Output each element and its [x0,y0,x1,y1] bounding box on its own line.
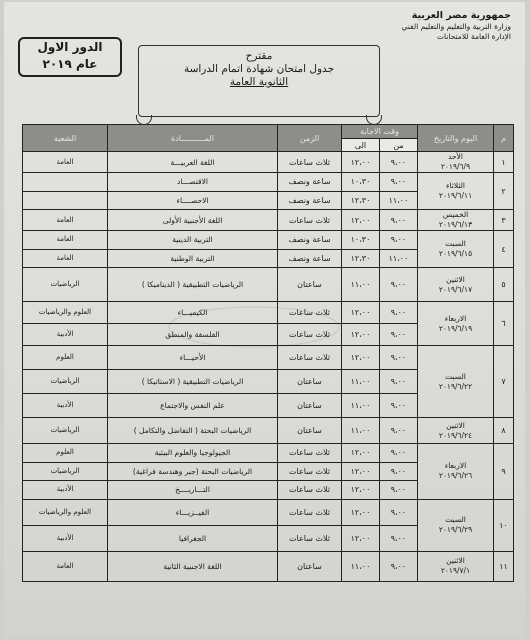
time-to: ١٢،٠٠ [342,152,380,173]
exam-branch: العامة [23,152,108,173]
exam-subject: الفيــزيـــاء [108,499,278,525]
exam-subject: الرياضيات التطبيقية ( الاستاتيكا ) [108,370,278,394]
row-index: ٦ [494,302,514,346]
time-to: ١٢،٣٠ [342,191,380,210]
exam-subject: الأحيـــاء [108,346,278,370]
exam-duration: ثلاث ساعات [278,302,342,324]
col-header-subject: المــــــــــادة [108,125,278,152]
time-from: ٩،٠٠ [380,462,418,481]
exam-subject: اللغة الأجنبية الأولى [108,210,278,231]
time-from: ٩،٠٠ [380,481,418,500]
exam-schedule-table [22,124,514,582]
row-index: ١ [494,152,514,173]
title-scroll [138,45,380,117]
exam-duration: ثلاث ساعات [278,481,342,500]
exam-duration: ثلاث ساعات [278,499,342,525]
schedule-body [23,152,514,582]
exam-branch: العامة [23,249,108,268]
time-from: ٩،٠٠ [380,302,418,324]
exam-branch: الرياضيات [23,462,108,481]
time-to: ١٢،٠٠ [342,302,380,324]
time-to: ١٢،٣٠ [342,249,380,268]
exam-branch: العامة [23,210,108,231]
exam-duration: ثلاث ساعات [278,346,342,370]
row-day-date [418,346,494,418]
exam-duration: ثلاث ساعات [278,210,342,231]
exam-duration: ثلاث ساعات [278,152,342,173]
col-header-time: وقت الاجابة [342,125,418,139]
exam-branch: الأدبية [23,525,108,551]
row-index: ١١ [494,551,514,581]
exam-duration: ساعة ونصف [278,173,342,192]
table-row [23,444,514,463]
exam-subject: الجيولوجيا والعلوم البيئية [108,444,278,463]
row-day-date [418,444,494,500]
row-index: ٢ [494,173,514,210]
exam-subject: اللغة الاجنبية الثانية [108,551,278,581]
exam-date: ٢٠١٩/٦/١١ [438,191,473,200]
exam-branch [23,173,108,192]
time-from: ٩،٠٠ [380,551,418,581]
time-to: ١٢،٠٠ [342,462,380,481]
exam-duration: ساعة ونصف [278,249,342,268]
exam-branch: العلوم [23,444,108,463]
time-to: ١١،٠٠ [342,370,380,394]
ministry-header [361,10,511,42]
exam-duration: ساعتان [278,268,342,302]
time-from: ٩،٠٠ [380,499,418,525]
exam-subject: اللغة العربيـــة [108,152,278,173]
time-to: ١٠،٣٠ [342,173,380,192]
exam-branch: العامة [23,231,108,250]
col-header-duration: الزمن [278,125,342,152]
time-to: ١٠،٣٠ [342,231,380,250]
day-name: الاربعاء [444,313,467,323]
table-row [23,302,514,324]
time-from: ٩،٠٠ [380,173,418,192]
table-row [23,152,514,173]
day-name: السبت [445,515,466,524]
exam-branch: العلوم والرياضيات [23,302,108,324]
time-from: ٩،٠٠ [380,268,418,302]
row-day-date [418,210,494,231]
time-to: ١١،٠٠ [342,418,380,444]
col-header-index: م [494,125,514,152]
exam-date: ٢٠١٩/٦/٢٢ [438,381,473,391]
year-label: عام ٢٠١٩ [42,57,98,71]
col-header-from: من [380,139,418,152]
exam-date: ٢٠١٩/٦/١٥ [438,249,473,258]
time-to: ١٢،٠٠ [342,444,380,463]
col-header-to: الى [342,139,380,152]
exam-duration: ثلاث ساعات [278,444,342,463]
time-from: ٩،٠٠ [380,324,418,346]
exam-round-box [18,37,122,77]
exam-branch: العلوم والرياضيات [23,499,108,525]
table-row [23,210,514,231]
row-day-date [418,268,494,302]
exam-duration: ساعتان [278,551,342,581]
row-day-date [418,418,494,444]
department-name: الإدارة العامة للامتحانات [436,32,511,41]
exam-subject: الجغرافيا [108,525,278,551]
time-from: ١١،٠٠ [380,249,418,268]
table-row [23,268,514,302]
exam-date: ٢٠١٩/٦/١٩ [438,323,473,333]
exam-duration: ساعتان [278,394,342,418]
time-from: ٩،٠٠ [380,346,418,370]
day-name: السبت [445,239,466,248]
day-name: الاربعاء [444,461,467,471]
exam-date: ٢٠١٩/٦/١٣ [438,220,473,229]
exam-branch: الأدبية [23,394,108,418]
time-from: ٩،٠٠ [380,370,418,394]
day-name: الاثنين [446,420,465,430]
exam-branch: الرياضيات [23,370,108,394]
exam-subject: الاقتصـــاد [108,173,278,192]
row-index: ١٠ [494,499,514,551]
row-index: ٩ [494,444,514,500]
time-from: ٩،٠٠ [380,231,418,250]
day-name: الثلاثاء [445,181,465,190]
exam-date: ٢٠١٩/٦/٩ [440,162,471,171]
row-index: ٤ [494,231,514,268]
exam-duration: ثلاث ساعات [278,462,342,481]
col-header-branch: الشعبة [23,125,108,152]
exam-subject: الرياضيات البحتة (جبر وهندسة فراغية) [108,462,278,481]
exam-branch [23,191,108,210]
exam-branch: العامة [23,551,108,581]
table-row [23,346,514,370]
country-name: جمهورية مصر العربية [411,10,511,21]
time-to: ١١،٠٠ [342,551,380,581]
time-to: ١٢،٠٠ [342,346,380,370]
time-to: ١١،٠٠ [342,268,380,302]
day-name: الأحد [448,152,463,161]
exam-date: ٢٠١٩/٦/٢٤ [438,430,473,440]
exam-subject: التـــاريــــخ [108,481,278,500]
exam-duration: ساعة ونصف [278,231,342,250]
table-row [23,418,514,444]
exam-subject: الكيميـــاء [108,302,278,324]
time-to: ١٢،٠٠ [342,481,380,500]
time-from: ٩،٠٠ [380,210,418,231]
exam-subject: التربية الوطنية [108,249,278,268]
time-from: ١١،٠٠ [380,191,418,210]
exam-subject: الرياضيات البحتة ( التفاضل والتكامل ) [108,418,278,444]
row-index: ٥ [494,268,514,302]
exam-branch: العلوم [23,346,108,370]
row-day-date [418,152,494,173]
exam-duration: ثلاث ساعات [278,525,342,551]
exam-subject: علم النفس والاجتماع [108,394,278,418]
exam-subject: الاحصــــاء [108,191,278,210]
exam-branch: الرياضيات [23,268,108,302]
exam-date: ٢٠١٩/٦/٢٦ [438,471,473,481]
certificate-title: الثانوية العامة [229,76,289,88]
row-index: ٨ [494,418,514,444]
time-to: ١٢،٠٠ [342,525,380,551]
row-day-date [418,551,494,581]
proposal-label: مقترح [245,50,273,62]
time-from: ٩،٠٠ [380,525,418,551]
row-index: ٧ [494,346,514,418]
time-from: ٩،٠٠ [380,444,418,463]
exam-duration: ساعة ونصف [278,191,342,210]
table-row [23,551,514,581]
round-label: الدور الاول [37,40,103,54]
exam-duration: ساعتان [278,418,342,444]
exam-duration: ثلاث ساعات [278,324,342,346]
day-name: الخميس [442,210,469,219]
exam-date: ٢٠١٩/٦/١٧ [438,284,473,294]
day-name: الاثنين [446,274,465,284]
row-index: ٣ [494,210,514,231]
row-day-date [418,231,494,268]
exam-subject: الرياضيات التطبيقية ( الديناميكا ) [108,268,278,302]
time-to: ١٢،٠٠ [342,324,380,346]
time-from: ٩،٠٠ [380,394,418,418]
ministry-name: وزارة التربية والتعليم والتعليم الفني [401,22,511,31]
time-to: ١٢،٠٠ [342,210,380,231]
day-name: الاثنين [446,556,465,565]
exam-duration: ساعتان [278,370,342,394]
exam-subject: الفلسفة والمنطق [108,324,278,346]
time-to: ١١،٠٠ [342,394,380,418]
row-day-date [418,499,494,551]
table-row [23,173,514,192]
day-name: السبت [445,371,466,381]
time-to: ١٢،٠٠ [342,499,380,525]
time-from: ٩،٠٠ [380,418,418,444]
row-day-date [418,302,494,346]
exam-date: ٢٠١٩/٦/٢٩ [438,525,473,534]
time-from: ٩،٠٠ [380,152,418,173]
exam-branch: الأدبية [23,324,108,346]
exam-branch: الأدبية [23,481,108,500]
exam-subject: التربية الدينية [108,231,278,250]
row-day-date [418,173,494,210]
exam-date: ٢٠١٩/٧/١ [440,566,471,575]
schedule-title: جدول امتحان شهادة اتمام الدراسة [183,63,335,75]
col-header-day: اليوم والتاريخ [418,125,494,152]
table-row [23,499,514,525]
table-row [23,231,514,250]
exam-branch: الرياضيات [23,418,108,444]
